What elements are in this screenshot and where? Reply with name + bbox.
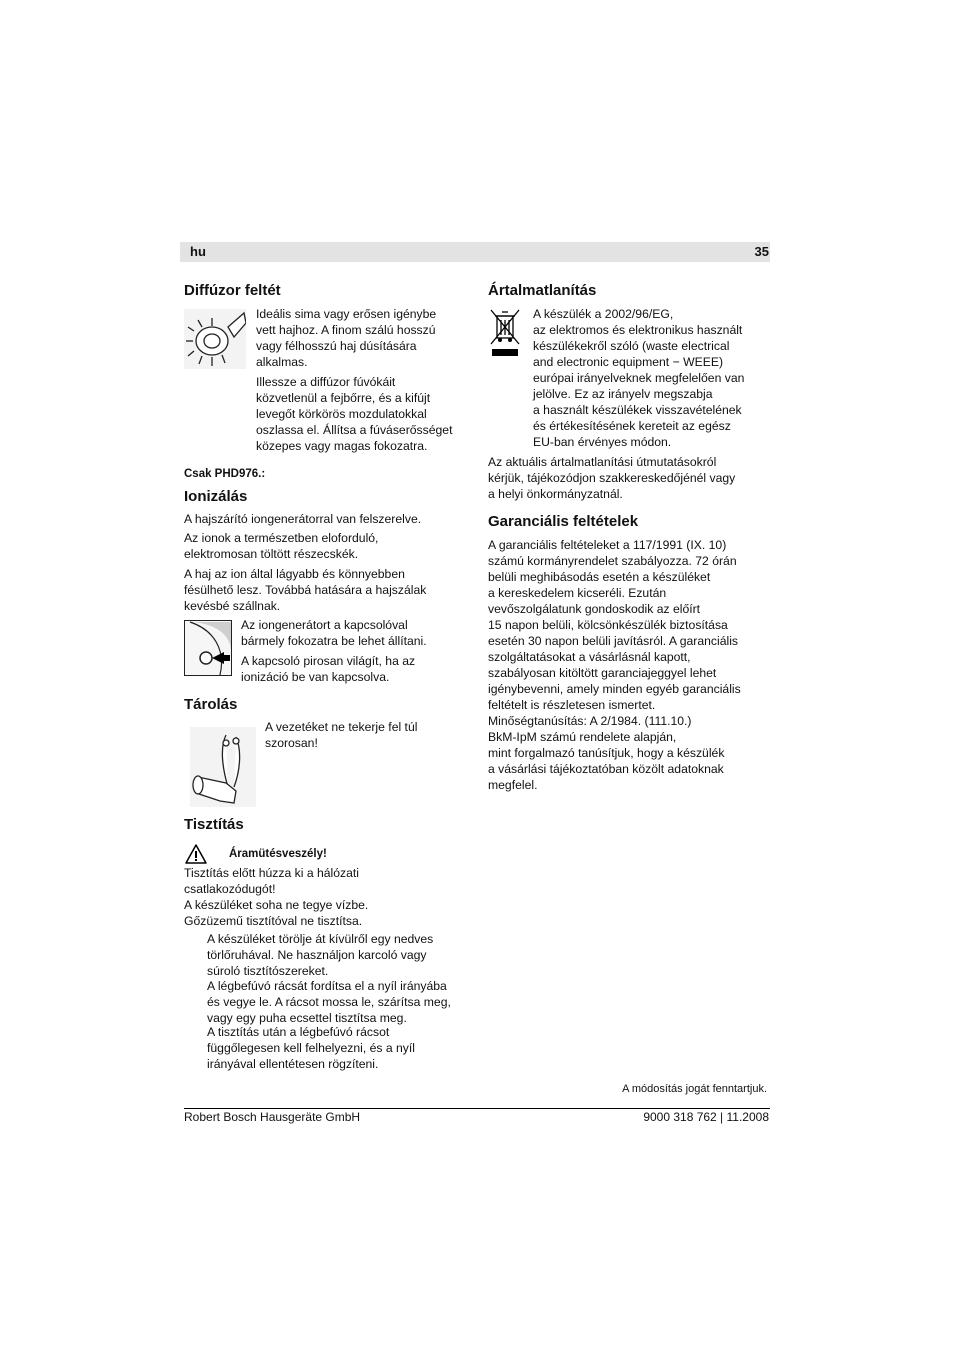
text-line: és vegye le. A rácsot mossa le, szárítsa meg,	[207, 995, 451, 1009]
tisztitas-paragraph-3	[207, 978, 451, 1026]
tarolas-title: Tárolás	[184, 696, 238, 713]
ionizalas-paragraph-5	[241, 653, 415, 685]
ion-switch-illustration	[184, 620, 232, 676]
text-line: fésülhető lesz. Továbbá hatására a hajszálak	[184, 583, 427, 597]
text-line: kevésbé szállnak.	[184, 599, 281, 613]
weee-bin-icon	[489, 308, 521, 358]
tarolas-paragraph-1	[265, 719, 417, 751]
artalmatlanitas-paragraph-2	[488, 454, 735, 502]
text-line: megfelel.	[488, 778, 538, 792]
text-line: elektromosan töltött részecskék.	[184, 547, 359, 561]
text-line: szorosan!	[265, 736, 318, 750]
text-line: mint forgalmazó tanúsítjuk, hogy a készülék	[488, 746, 725, 760]
text-line: esetén 30 napon belüli javításról. A garanciális	[488, 634, 739, 648]
text-line: Az iongenerátort a kapcsolóval	[241, 618, 408, 632]
footer-docnumber: 9000 318 762 | 11.2008	[643, 1110, 769, 1124]
text-line: BkM-IpM számú rendelete alapján,	[488, 730, 677, 744]
warning-icon	[184, 843, 208, 865]
text-line: and electronic equipment − WEEE)	[533, 355, 724, 369]
language-code: hu	[190, 244, 206, 259]
text-line: A garanciális feltételeket a 117/1991 (IX. 10)	[488, 538, 727, 552]
footer-company: Robert Bosch Hausgeräte GmbH	[184, 1110, 361, 1124]
text-line: A készülék a 2002/96/EG,	[533, 307, 674, 321]
text-line: A haj az ion által lágyabb és könnyebben	[184, 567, 405, 581]
text-line: Az aktuális ártalmatlanítási útmutatásokról	[488, 455, 717, 469]
artalmatlanitas-title: Ártalmatlanítás	[488, 282, 597, 299]
text-line: az elektromos és elektronikus használt	[533, 323, 743, 337]
footer-divider	[184, 1108, 770, 1109]
text-line: vevőszolgálatunk gondoskodik az előírt	[488, 602, 701, 616]
text-line: vagy félhosszú haj dúsítására	[256, 339, 417, 353]
text-line: közepes vagy magas fokozatra.	[256, 439, 428, 453]
text-line: Illessze a diffúzor fúvókáit	[256, 375, 396, 389]
model-note: Csak PHD976.:	[184, 468, 266, 480]
text-line: feltételt is részletesen ismertet.	[488, 698, 656, 712]
text-line: számú kormányrendelet szabályozza. 72 órán	[488, 554, 737, 568]
garancia-paragraph-1	[488, 537, 741, 793]
text-line: bármely fokozatra be lehet állítani.	[241, 634, 427, 648]
text-line: A légbefúvó rácsát fordítsa el a nyíl irányába	[207, 979, 447, 993]
text-line: törlőruhával. Ne használjon karcoló vagy	[207, 948, 427, 962]
ionizalas-paragraph-3	[184, 566, 426, 614]
text-line: kérjük, tájékozódjon szakkereskedőjénél vagy	[488, 471, 736, 485]
text-line: igénybevenni, amely minden egyéb garanciális	[488, 682, 741, 696]
text-line: oszlassa el. Állítsa a fúváserősséget	[256, 423, 453, 437]
ionizalas-paragraph-4	[241, 617, 427, 649]
warning-label: Áramütésveszély!	[229, 848, 327, 860]
text-line: a kereskedelem kicseréli. Ezután	[488, 586, 667, 600]
text-line: a használt készülékek visszavételének	[533, 403, 742, 417]
text-line: A hajszárító iongenerátorral van felszerelve.	[184, 512, 422, 526]
text-line: Minőségtanúsítás: A 2/1984. (111.10.)	[488, 714, 692, 728]
text-line: vett hajhoz. A finom szálú hosszú	[256, 323, 436, 337]
ionizalas-title: Ionizálás	[184, 488, 248, 505]
text-line: közvetlenül a fejbőrre, és a kifújt	[256, 391, 431, 405]
text-line: szabályosan kitöltött garanciajeggyel lehet	[488, 666, 717, 680]
text-line: A vezetéket ne tekerje fel túl	[265, 720, 418, 734]
text-line: levegőt körkörös mozdulatokkal	[256, 407, 427, 421]
text-line: a helyi önkormányzatnál.	[488, 487, 623, 501]
storage-illustration	[190, 727, 256, 807]
text-line: csatlakozódugót!	[184, 882, 276, 896]
modification-note: A módosítás jogát fenntartjuk.	[622, 1083, 767, 1095]
text-line: Az ionok a természetben eloforduló,	[184, 531, 379, 545]
text-line: európai irányelveknek megfelelően van	[533, 371, 745, 385]
text-line: jelölve. Ez az irányelv megszabja	[533, 387, 713, 401]
ionizalas-paragraph-1	[184, 511, 421, 527]
text-line: A tisztítás után a légbefúvó rácsot	[207, 1025, 390, 1039]
text-line: függőlegesen kell felhelyezni, és a nyíl	[207, 1041, 415, 1055]
text-line: és értékesítésének kereteit az egész	[533, 419, 731, 433]
text-line: a vásárlási tájékoztatóban közölt adatoknak	[488, 762, 724, 776]
text-line: EU-ban érvényes módon.	[533, 435, 672, 449]
text-line: A készüléket törölje át kívülről egy nedves	[207, 932, 434, 946]
tisztitas-title: Tisztítás	[184, 816, 244, 833]
tisztitas-paragraph-2	[207, 931, 433, 979]
diffuzor-title: Diffúzor feltét	[184, 282, 281, 299]
diffuser-illustration	[184, 309, 246, 369]
tisztitas-paragraph-1	[184, 865, 368, 929]
text-line: irányával ellentétesen rögzíteni.	[207, 1057, 379, 1071]
text-line: súroló tisztítószereket.	[207, 964, 329, 978]
text-line: Gőzüzemű tisztítóval ne tisztítsa.	[184, 914, 363, 928]
garancia-title: Garanciális feltételek	[488, 513, 639, 530]
text-line: Tisztítás előtt húzza ki a hálózati	[184, 866, 359, 880]
diffuzor-paragraph-2	[256, 374, 452, 454]
header-bar	[180, 242, 770, 262]
tisztitas-paragraph-4	[207, 1024, 415, 1072]
text-line: szolgáltatásokat a vásárlásnál kapott,	[488, 650, 691, 664]
text-line: A kapcsoló pirosan világít, ha az	[241, 654, 416, 668]
artalmatlanitas-paragraph-1	[533, 306, 744, 450]
page-number: 35	[754, 244, 769, 259]
text-line: készülékekről szóló (waste electrical	[533, 339, 730, 353]
text-line: alkalmas.	[256, 355, 308, 369]
diffuzor-paragraph-1	[256, 306, 436, 370]
text-line: vagy egy puha ecsettel tisztítsa meg.	[207, 1011, 407, 1025]
text-line: Ideális sima vagy erősen igénybe	[256, 307, 437, 321]
ionizalas-paragraph-2	[184, 530, 378, 562]
text-line: A készüléket soha ne tegye vízbe.	[184, 898, 369, 912]
text-line: 15 napon belüli, kölcsönkészülék biztosítása	[488, 618, 728, 632]
text-line: belüli meghibásodás esetén a készüléket	[488, 570, 711, 584]
text-line: ionizáció be van kapcsolva.	[241, 670, 390, 684]
